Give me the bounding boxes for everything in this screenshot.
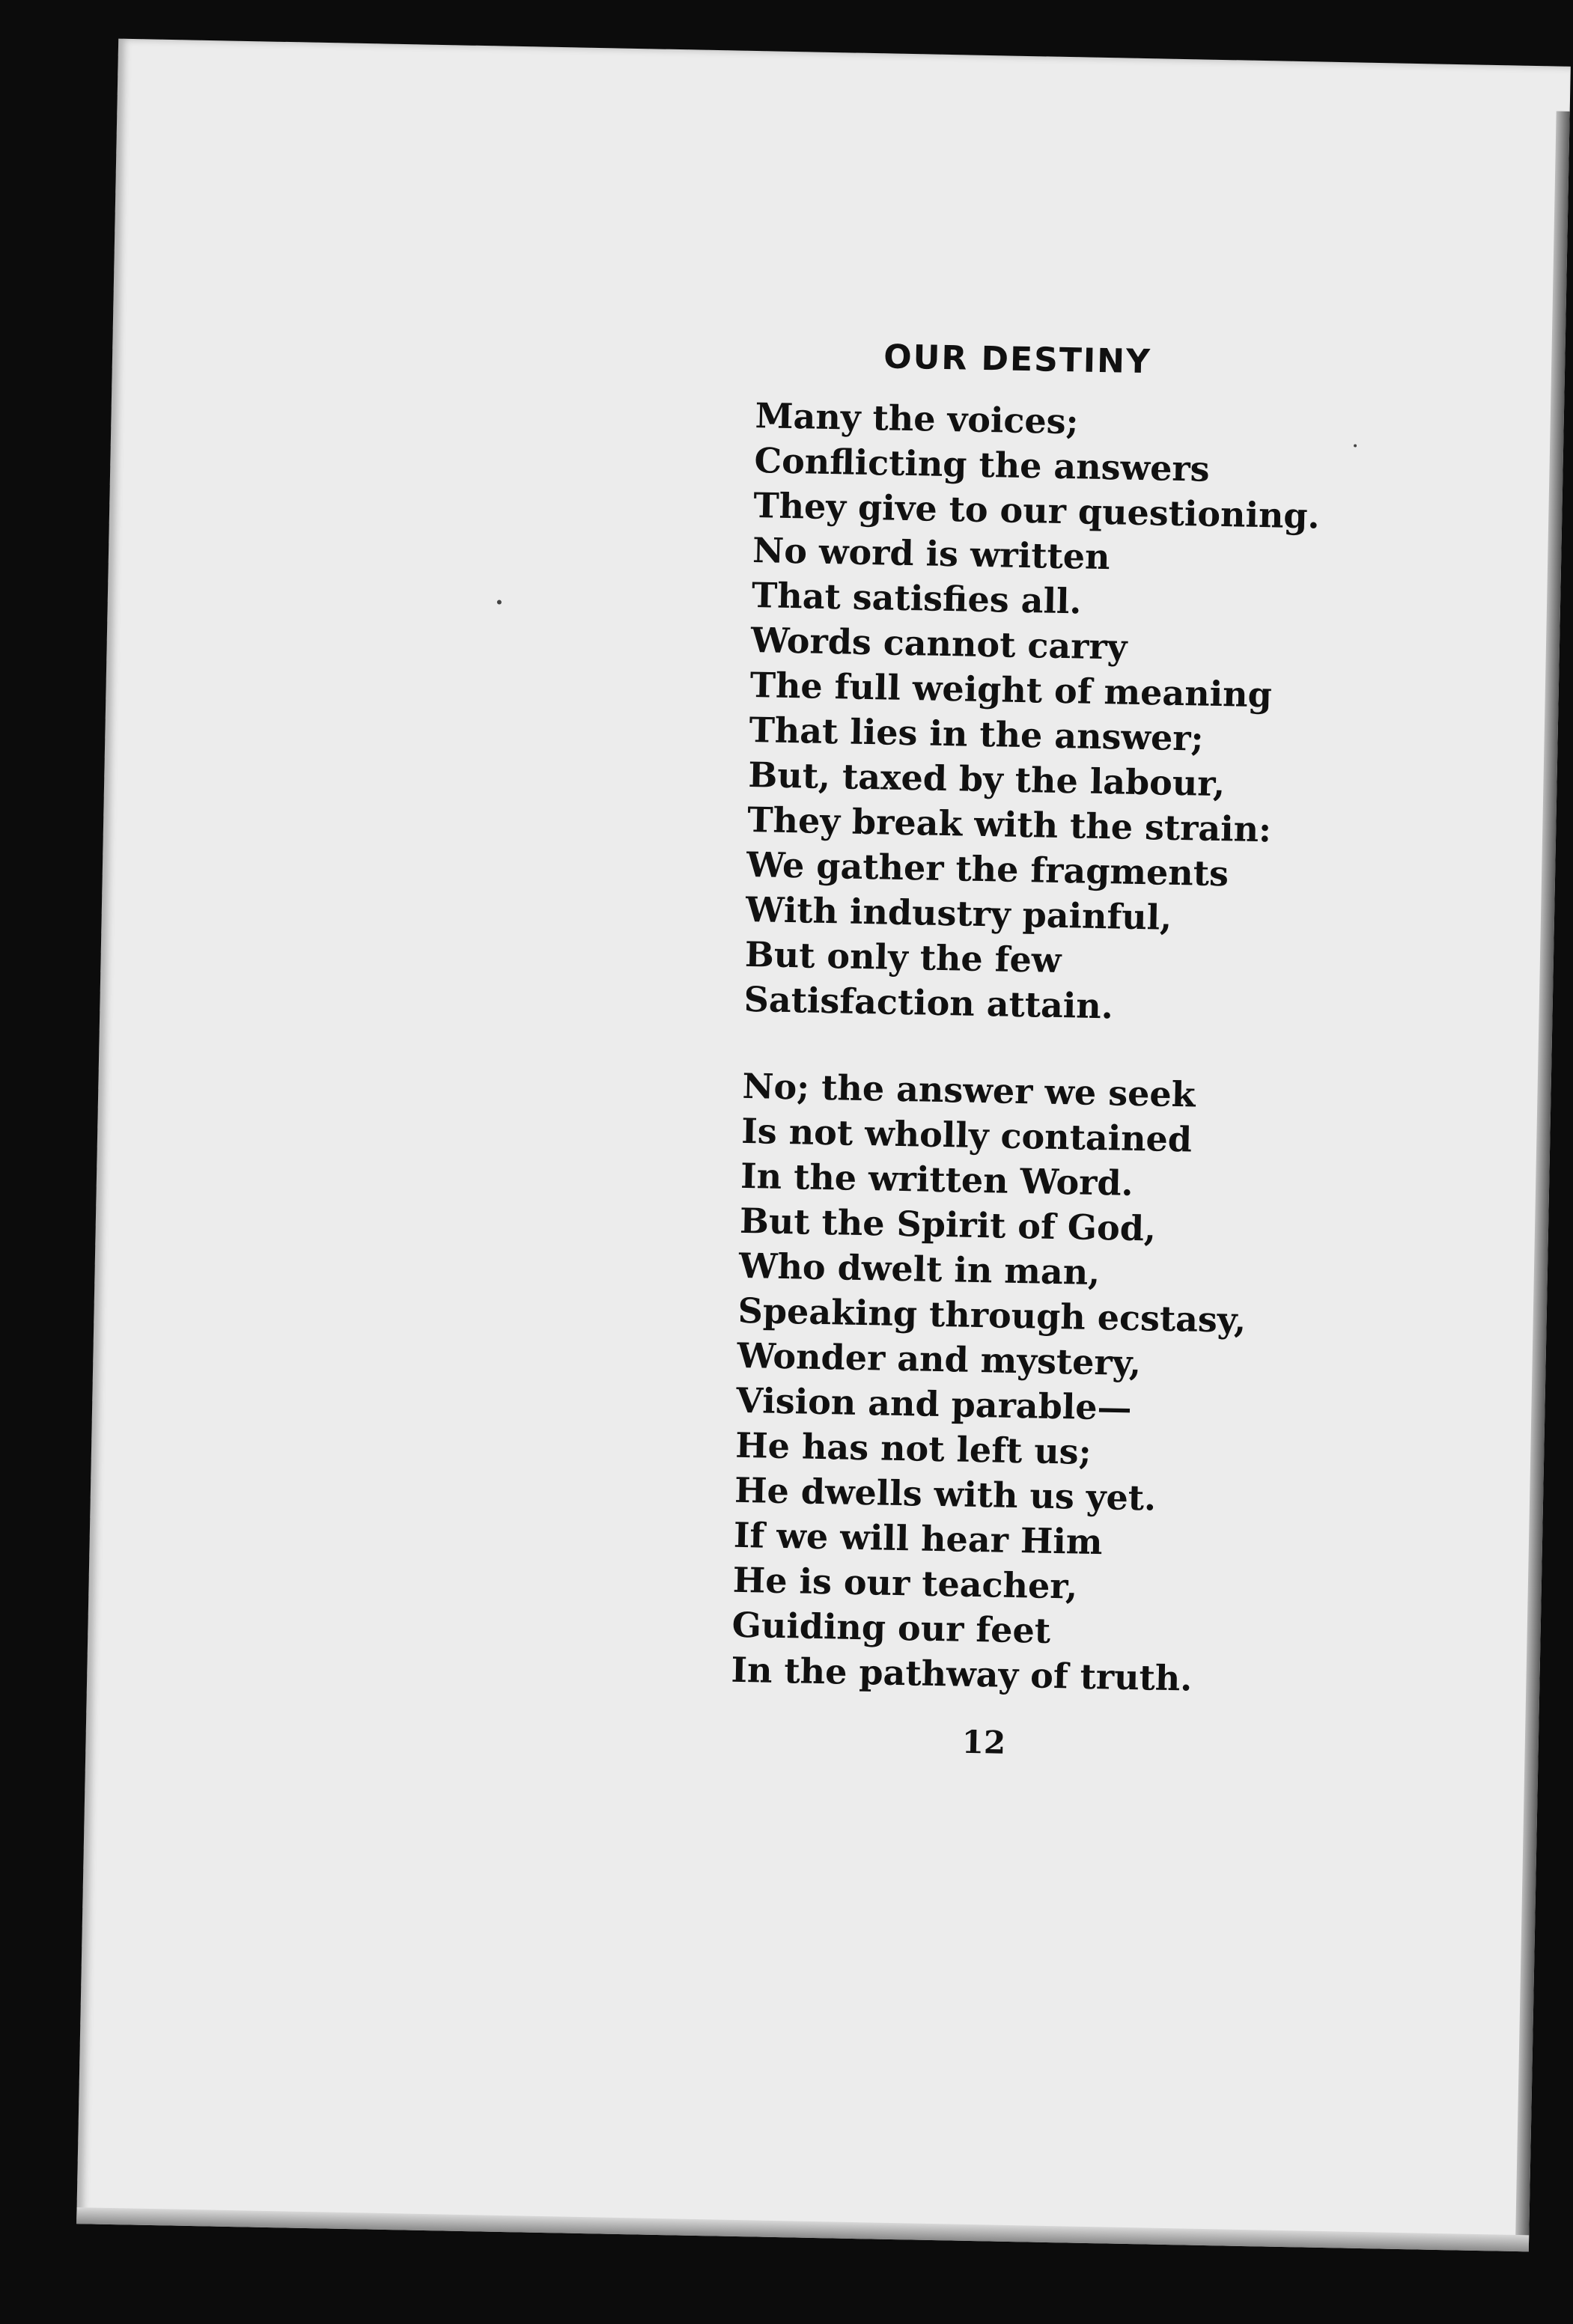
- stanza-2: [731, 1064, 1387, 1704]
- poem-line: We gather the fragments: [746, 844, 1229, 894]
- page-number: 12: [961, 1723, 1006, 1761]
- poem-line: Words cannot carry: [750, 620, 1128, 668]
- poem-line: Conflicting the answers: [754, 440, 1211, 489]
- poem-line: That lies in the answer;: [749, 709, 1205, 759]
- poem-line: If we will hear Him: [733, 1514, 1104, 1563]
- poem-line: They give to our questioning.: [752, 485, 1321, 537]
- poem-line: But the Spirit of God,: [739, 1200, 1157, 1249]
- poem-line: He has not left us;: [734, 1424, 1092, 1472]
- poem-line: They break with the strain:: [746, 799, 1272, 850]
- page-bottom-edge: [76, 2207, 1529, 2251]
- poem-line: He is our teacher,: [732, 1559, 1078, 1607]
- poem-line: Many the voices;: [755, 395, 1080, 442]
- poem-line: In the written Word.: [740, 1155, 1134, 1204]
- poem-line: But only the few: [744, 933, 1062, 981]
- poem-line: In the pathway of truth.: [731, 1649, 1193, 1699]
- poem: [729, 335, 1400, 1768]
- dust-speck: [497, 600, 502, 604]
- poem-line: Speaking through ecstasy,: [737, 1290, 1247, 1341]
- poem-line: The full weight of meaning: [749, 665, 1273, 716]
- poem-line: No word is written: [752, 530, 1111, 578]
- poem-line: Satisfaction attain.: [743, 978, 1114, 1027]
- poem-line: With industry painful,: [745, 888, 1172, 938]
- book-page: [76, 39, 1571, 2252]
- poem-line: Guiding our feet: [731, 1604, 1051, 1651]
- poem-line: Vision and parable—: [735, 1379, 1133, 1428]
- poem-line: That satisfies all.: [751, 575, 1082, 622]
- stanza-1: [743, 393, 1399, 1034]
- poem-line: Wonder and mystery,: [737, 1335, 1142, 1384]
- poem-title: OUR DESTINY: [883, 338, 1152, 382]
- poem-line: Who dwelt in man,: [738, 1245, 1101, 1293]
- poem-line: He dwells with us yet.: [734, 1469, 1157, 1519]
- page-right-edge: [1515, 112, 1570, 2252]
- poem-line: Is not wholly contained: [740, 1110, 1193, 1160]
- poem-line: But, taxed by the labour,: [747, 754, 1226, 805]
- poem-line: No; the answer we seek: [741, 1065, 1196, 1115]
